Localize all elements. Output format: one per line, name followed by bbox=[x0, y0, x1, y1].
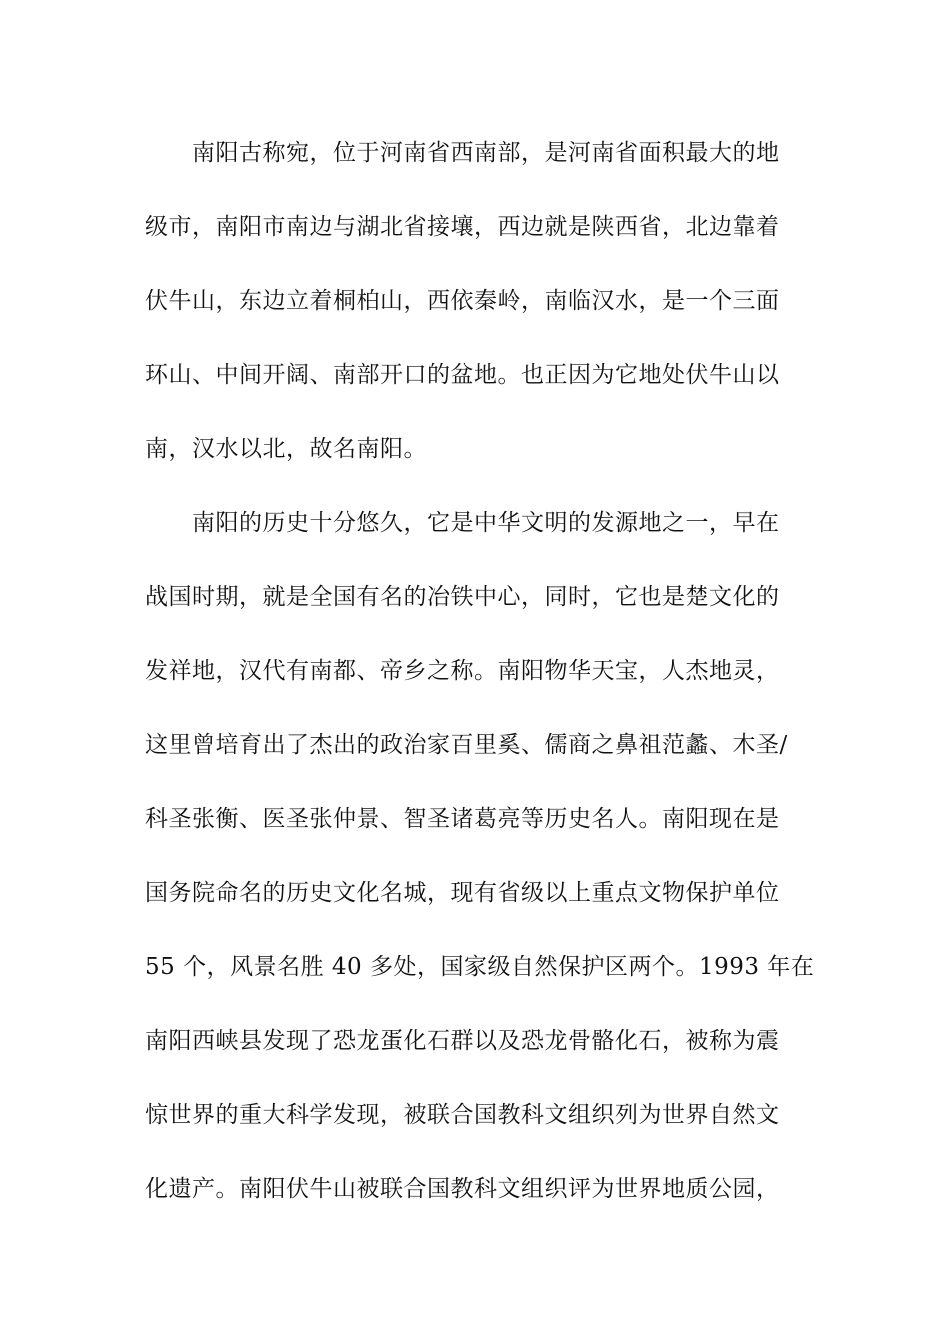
text-line: 国务院命名的历史文化名城，现有省级以上重点文物保护单位 bbox=[145, 880, 780, 906]
text-line: 化遗产。南阳伏牛山被联合国教科文组织评为世界地质公园， bbox=[145, 1176, 780, 1202]
text-line: 伏牛山，东边立着桐柏山，西依秦岭，南临汉水，是一个三面 bbox=[145, 288, 780, 314]
text-line: 南，汉水以北，故名南阳。 bbox=[145, 436, 427, 462]
paragraph-1 bbox=[145, 126, 805, 496]
text-line: 这里曾培育出了杰出的政治家百里奚、儒商之鼻祖范蠡、木圣/ bbox=[145, 732, 788, 758]
text-line: 南阳的历史十分悠久，它是中华文明的发源地之一，早在 bbox=[192, 510, 780, 536]
text-line: 南阳西峡县发现了恐龙蛋化石群以及恐龙骨骼化石，被称为震 bbox=[145, 1028, 780, 1054]
text-line: 科圣张衡、医圣张仲景、智圣诸葛亮等历史名人。南阳现在是 bbox=[145, 806, 780, 832]
text-line: 南阳古称宛，位于河南省西南部，是河南省面积最大的地 bbox=[192, 140, 780, 166]
text-line: 环山、中间开阔、南部开口的盆地。也正因为它地处伏牛山以 bbox=[145, 362, 780, 388]
text-line: 级市，南阳市南边与湖北省接壤，西边就是陕西省，北边靠着 bbox=[145, 214, 780, 240]
paragraph-2 bbox=[145, 496, 815, 1236]
text-line: 惊世界的重大科学发现，被联合国教科文组织列为世界自然文 bbox=[145, 1102, 780, 1128]
text-line: 战国时期，就是全国有名的冶铁中心，同时，它也是楚文化的 bbox=[145, 584, 780, 610]
document-body bbox=[145, 126, 815, 1236]
text-line: 发祥地，汉代有南都、帝乡之称。南阳物华天宝，人杰地灵， bbox=[145, 658, 780, 684]
text-line: 55 个，风景名胜 40 多处，国家级自然保护区两个。1993 年在 bbox=[145, 954, 815, 980]
